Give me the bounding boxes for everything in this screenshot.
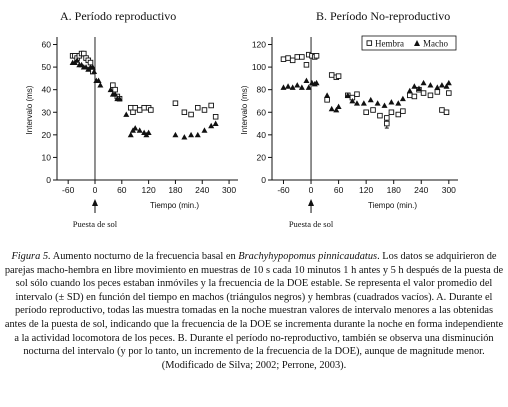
panel-b-point-macho	[324, 92, 330, 97]
panel-b-point-hembra	[300, 55, 305, 60]
panel-a-point-macho	[195, 132, 201, 137]
panel-a-x-tick-label: -60	[62, 185, 75, 195]
panel-b-y-tick-label: 100	[251, 62, 266, 73]
panel-a-x-tick-label: 180	[168, 185, 183, 195]
panel-a-point-hembra	[131, 110, 136, 115]
panel-b-point-hembra	[355, 92, 360, 97]
panel-b-x-tick-label: 60	[333, 185, 344, 195]
panel-b-point-macho	[375, 100, 381, 105]
panel-b-sunset-label: Puesta de sol	[288, 219, 334, 229]
panel-a-y-tick-label: 0	[46, 175, 51, 185]
caption-title: Aumento nocturno de la frecuencia basal en	[50, 251, 239, 262]
legend-hembra-marker	[367, 41, 372, 46]
panel-a-point-hembra	[182, 110, 187, 115]
panel-b-y-tick-label: 60	[256, 107, 266, 118]
panel-b-point-macho	[388, 99, 394, 104]
panel-a-point-hembra	[82, 51, 87, 56]
panel-b-x-tick-label: 300	[441, 185, 456, 195]
panel-b-x-tick-label: 180	[386, 185, 401, 195]
panel-a-point-macho	[188, 132, 194, 137]
panel-b-y-tick-label: 40	[256, 129, 266, 140]
panel-b-x-tick-label: -60	[277, 185, 290, 195]
panel-b-point-hembra	[447, 91, 452, 96]
panel-b-x-tick-label: 0	[308, 185, 314, 195]
caption-body: Los datos se adquirieron de parejas macho-hembra en libre movimiento en muestras de 10 s cada 10 minutos 1 h antes y 5 h después de la puesta de sol sólo cuando los peces estaban inmóviles y la frecuencia de la DOE estable. Se representa el valor promedio del intervalo (± SD) en función del tiempo en machos (triángulos negros) y hembras (cuadrados vacíos). A. Durante el período reproductivo, todas las muestra tomadas en la noche muestran valores de intervalo menores a las obtenidas antes de la puesta de sol, indicando que la frecuencia de la DOE se incrementa durante la noche en forma independiente a la actividad locomotora de los peces. B. Durante el período no-reproductivo, también se observa una disminución nocturna del intervalo (y por lo tanto, un incremento de la frecuencia de la DOE), aunque de magnitude menor. (Modificado de Silva; 2002; Perrone, 2003).	[4, 251, 504, 371]
panel-b-x-axis-title: Tiempo (min.)	[367, 201, 418, 210]
panel-b-point-macho	[446, 80, 452, 85]
panel-a-point-hembra	[111, 83, 116, 88]
panel-a-x-tick-label: 240	[195, 185, 210, 195]
panel-a-sunset-label: Puesta de sol	[72, 219, 118, 229]
caption-species: Brachyhypopomus pinnicaudatus	[238, 251, 378, 262]
panel-b-point-hembra	[396, 112, 401, 117]
panel-a-y-tick-label: 30	[41, 107, 51, 118]
panel-b-point-macho	[421, 80, 427, 85]
panel-b-y-tick-label: 0	[261, 175, 266, 185]
panel-b-error-bar-point	[385, 121, 390, 126]
panel-b-point-macho	[294, 82, 300, 87]
panel-a-point-hembra	[142, 105, 147, 110]
panel-b-point-macho	[439, 82, 445, 87]
panel-a-point-hembra	[202, 108, 207, 113]
panel-a-y-tick-label: 20	[41, 129, 51, 140]
chart-panel-a	[25, 9, 238, 229]
panel-b-point-macho	[400, 96, 406, 101]
panel-b-x-tick-label: 120	[359, 185, 374, 195]
panel-b-point-hembra	[385, 116, 390, 121]
legend-hembra-label: Hembra	[375, 38, 404, 49]
panel-a-x-tick-label: 60	[117, 185, 127, 195]
caption-title-end: .	[377, 251, 380, 262]
panel-a-point-macho	[201, 127, 207, 132]
panel-b-point-hembra	[428, 93, 433, 98]
panel-b-point-hembra	[378, 113, 383, 118]
panel-a-point-macho	[172, 132, 178, 137]
legend-macho-label: Macho	[423, 38, 448, 49]
panel-b-y-tick-label: 120	[251, 39, 266, 50]
panel-b-y-tick-label: 20	[256, 152, 266, 163]
panel-b-point-hembra	[435, 90, 440, 95]
panel-a-x-tick-label: 0	[92, 185, 98, 195]
panel-a-point-macho	[123, 112, 129, 117]
panel-a-point-hembra	[209, 103, 214, 108]
panel-b-y-axis-title: Intervalo (ms)	[240, 85, 249, 135]
panel-a-point-hembra	[149, 108, 154, 113]
panel-a-title: A. Período reproductivo	[60, 9, 177, 23]
panel-b-point-hembra	[336, 74, 341, 79]
panel-b-point-macho	[427, 82, 433, 87]
panel-a-point-hembra	[195, 105, 200, 110]
panel-b-point-hembra	[290, 58, 295, 63]
panel-b-sunset-arrow-head	[308, 199, 314, 206]
panel-a-point-hembra	[128, 105, 133, 110]
panel-a-point-hembra	[189, 112, 194, 117]
panel-b-point-hembra	[444, 110, 449, 115]
panel-b-point-hembra	[286, 56, 291, 61]
panel-b-point-hembra	[325, 98, 330, 103]
panel-a-point-macho	[213, 121, 219, 126]
panel-b-point-macho	[411, 83, 417, 88]
panel-b-point-macho	[285, 83, 291, 88]
panel-b-point-hembra	[440, 108, 445, 113]
panel-a-x-tick-label: 120	[141, 185, 156, 195]
panel-a-point-hembra	[133, 105, 138, 110]
panel-a-y-axis-title: Intervalo (ms)	[25, 85, 34, 135]
panel-b-point-hembra	[371, 108, 376, 113]
panel-a-x-tick-label: 300	[221, 185, 237, 195]
figure-caption	[4, 250, 504, 372]
panel-b-point-hembra	[401, 109, 406, 114]
chart-panel-b	[240, 9, 458, 229]
panel-b-point-hembra	[329, 73, 334, 78]
panel-b-x-tick-label: 240	[414, 185, 429, 195]
panel-a-sunset-arrow-head	[92, 199, 98, 206]
panel-a-y-tick-label: 40	[41, 84, 51, 95]
panel-a-y-tick-label: 50	[41, 62, 51, 73]
panel-a-point-hembra	[173, 101, 178, 106]
panel-b-point-macho	[329, 106, 335, 111]
panel-b-point-hembra	[389, 110, 394, 115]
panel-b-point-macho	[303, 78, 309, 83]
panel-a-x-axis-title: Tiempo (min.)	[149, 201, 200, 210]
panel-b-point-macho	[280, 84, 286, 89]
panel-b-point-hembra	[421, 91, 426, 96]
panel-b-point-hembra	[295, 55, 300, 60]
panel-b-point-hembra	[407, 93, 412, 98]
panel-a-point-hembra	[213, 114, 218, 119]
panel-b-point-macho	[361, 100, 367, 105]
panel-a-y-tick-label: 10	[41, 152, 51, 163]
panel-b-title: B. Período No-reproductivo	[316, 9, 451, 23]
panel-b-point-hembra	[281, 57, 286, 62]
caption-figure-label: Figura 5.	[11, 251, 51, 262]
panel-b-point-hembra	[364, 110, 369, 115]
panel-b-point-macho	[336, 104, 342, 109]
panel-b-point-hembra	[304, 63, 309, 68]
panel-b-point-macho	[382, 102, 388, 107]
panel-a-y-tick-label: 60	[41, 39, 51, 50]
panel-b-y-tick-label: 80	[256, 84, 266, 95]
panel-b-point-macho	[368, 97, 374, 102]
panel-a-point-macho	[181, 134, 187, 139]
panel-b-point-hembra	[314, 54, 319, 59]
panel-b-point-hembra	[412, 94, 417, 99]
panel-a-point-hembra	[137, 108, 142, 113]
